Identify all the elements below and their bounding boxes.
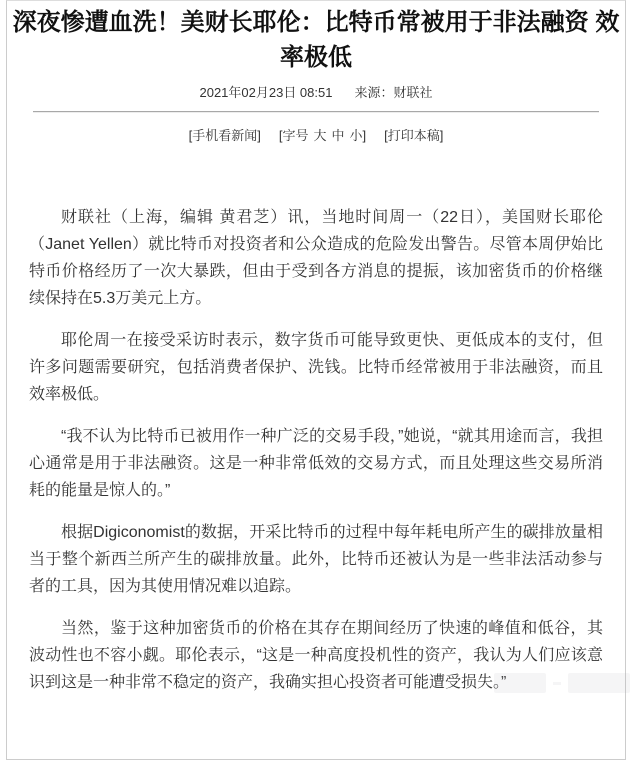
source-link[interactable]: 财联社 bbox=[393, 85, 433, 100]
fontsize-medium-link[interactable]: 中 bbox=[331, 128, 345, 143]
watermark-mark bbox=[494, 673, 546, 693]
divider bbox=[33, 111, 599, 113]
article-paragraph: “我不认为比特币已被用作一种广泛的交易手段，”她说，“就其用途而言，我担心通常是用于非法融资。这是一种非常低效的交易方式，而且处理这些交易所消耗的能量是惊人的。” bbox=[29, 428, 603, 499]
article-paragraph: 财联社（上海，编辑 黄君芝）讯，当地时间周一（22日），美国财长耶伦（Janet Yellen）就比特币对投资者和公众造成的危险发出警告。尽管本周伊始比特币价格经历了一次大暴跌，但由于受到各方消息的提振，该加密货币的价格继续保持在5.3万美元上方。 bbox=[29, 209, 603, 307]
article-body bbox=[7, 204, 625, 696]
source-label: 来源： bbox=[354, 85, 394, 100]
fontsize-large-link[interactable]: 大 bbox=[313, 128, 327, 143]
article-paragraph: 当然，鉴于这种加密货币的价格在其存在期间经历了快速的峰值和低谷，其波动性也不容小觑。耶伦表示，“这是一种高度投机性的资产，我认为人们应该意识到这是一种非常不稳定的资产，我确实担心投资者可能遭受损失。” bbox=[29, 620, 603, 691]
fontsize-control bbox=[279, 125, 366, 144]
print-link[interactable]: [打印本稿] bbox=[384, 128, 444, 143]
article-paragraph: 耶伦周一在接受采访时表示，数字货币可能导致更快、更低成本的支付，但许多问题需要研究，包括消费者保护、洗钱。比特币经常被用于非法融资，而且效率极低。 bbox=[29, 332, 603, 403]
article-title: 深夜惨遭血洗！美财长耶伦：比特币常被用于非法融资 效率极低 bbox=[12, 9, 620, 71]
mobile-view-link[interactable]: [手机看新闻] bbox=[188, 128, 261, 143]
watermark bbox=[494, 673, 630, 693]
watermark-dash bbox=[553, 682, 561, 685]
fontsize-label: [字号 bbox=[278, 128, 309, 143]
watermark-mark bbox=[568, 673, 630, 693]
article-page bbox=[6, 0, 626, 760]
publish-datetime: 2021年02月23日 08:51 bbox=[199, 85, 333, 100]
article-paragraph: 根据Digiconomist的数据，开采比特币的过程中每年耗电所产生的碳排放量相当于整个新西兰所产生的碳排放量。此外，比特币还被认为是一些非法活动参与者的工具，因为其使用情况难以追踪。 bbox=[29, 524, 603, 595]
toolbar bbox=[7, 125, 625, 144]
fontsize-small-link[interactable]: 小] bbox=[349, 128, 367, 143]
article-meta bbox=[7, 82, 625, 101]
